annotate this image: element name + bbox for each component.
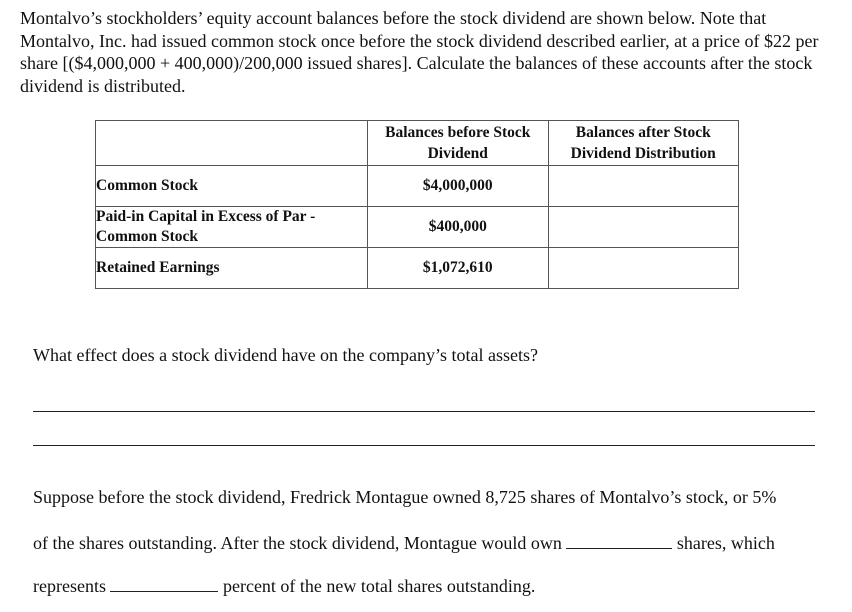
balance-after-cell[interactable] — [548, 248, 739, 289]
account-header-cell — [96, 121, 368, 166]
answer-line-1[interactable] — [33, 411, 815, 412]
scenario-line-2-text: of the shares outstanding. After the stock dividend, Montague would own — [33, 533, 562, 553]
answer-line-2[interactable] — [33, 445, 815, 446]
table-row — [96, 248, 739, 289]
balance-after-cell[interactable] — [548, 207, 739, 248]
balances-after-header: Balances after Stock Dividend Distribution — [548, 121, 739, 166]
table-row — [96, 166, 739, 207]
table-header-row — [96, 121, 739, 166]
equity-balances-table — [95, 120, 739, 289]
table-row — [96, 207, 739, 248]
total-assets-question: What effect does a stock dividend have on the company’s total assets? — [33, 345, 539, 365]
balance-before-cell: $4,000,000 — [368, 166, 548, 207]
scenario-line-2 — [33, 532, 828, 554]
balance-after-cell[interactable] — [548, 166, 739, 207]
account-name-cell: Retained Earnings — [96, 248, 368, 289]
account-name-cell: Paid-in Capital in Excess of Par - Common Stock — [96, 207, 368, 248]
percent-blank[interactable] — [110, 575, 218, 592]
shares-owned-blank[interactable] — [566, 532, 672, 549]
balance-before-cell: $1,072,610 — [368, 248, 548, 289]
balances-before-header: Balances before Stock Dividend — [368, 121, 548, 166]
scenario-line-3 — [33, 575, 535, 597]
scenario-line-1: Suppose before the stock dividend, Fredrick Montague owned 8,725 shares of Montalvo’s stock, or 5% — [33, 487, 777, 507]
account-name-cell: Common Stock — [96, 166, 368, 207]
scenario-line-3-tail: percent of the new total shares outstanding. — [222, 576, 536, 596]
balance-before-cell: $400,000 — [368, 207, 548, 248]
scenario-line-2-tail: shares, which — [676, 533, 775, 553]
instructions-paragraph: Montalvo’s stockholders’ equity account balances before the stock dividend are shown below. Note that Montalvo, Inc. had issued common stock once before the stock dividend described earlier, at a price of $22 per share [($4,000,000 + 400,000)/200,000 issued shares]. Calculate the balances of these accounts after the stock dividend is distributed. — [20, 8, 819, 96]
scenario-line-3-text: represents — [33, 576, 106, 596]
